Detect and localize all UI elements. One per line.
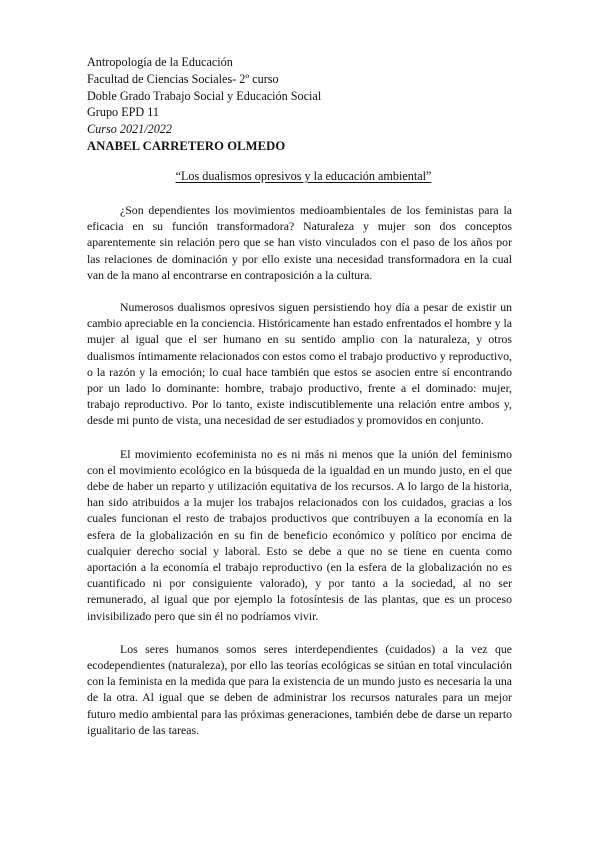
- faculty-line: Facultad de Ciencias Sociales- 2º curso: [87, 71, 279, 86]
- course-line: Curso 2021/2022: [87, 122, 172, 137]
- paragraph-4: Los seres humanos somos seres interdependientes (cuidados) a la vez que ecodependientes (naturaleza), por ello las teorías ecológicas se sitúan en total vinculación con la feminista en la medida que para la existencia de un mundo justo es necesaria la una de la otra. Al igual que se deben de administrar los recursos naturales para un mejor futuro medio ambiental para las próximas generaciones, también debe de darse un reparto igualitario de las tareas.: [87, 641, 512, 737]
- degree-line: Doble Grado Trabajo Social y Educación Social: [87, 88, 322, 103]
- paragraph-3: El movimiento ecofeminista no es ni más ni menos que la unión del feminismo con el movimiento ecológico en la búsqueda de la igualdad en un mundo justo, en el que debe de haber un reparto y utilización equitativa de los recursos. A lo largo de la historia, han sido atribuidos a la mujer los trabajos relacionados con los cuidados, gracias a los cuales funcionan el resto de trabajos productivos que contribuyen a la economía en la esfera de la globalización en su fin de beneficio económico y político por encima de cualquier derecho social y laboral. Esto se debe a que no se tiene en cuenta como aportación a la economía el trabajo reproductivo (en la esfera de la globalización no es cuantificado ni por consiguiente valorado), y por tanto a la sociedad, al no ser remunerado, al igual que por ejemplo la fotosíntesis de las plantas, que es un proceso invisibilizado pero que sin él no podríamos vivir.: [87, 446, 512, 623]
- document-header: [87, 54, 512, 155]
- paragraph-2: Numerosos dualismos opresivos siguen persistiendo hoy día a pesar de existir un cambio apreciable en la conciencia. Históricamente han estado enfrentados el hombre y la mujer al igual que el ser humano en su sentido amplio con la naturaleza, y otros dualismos íntimamente relacionados con estos como el trabajo productivo y reproductivo, o la razón y la emoción; lo cual hace también que estos se asocien entre sí encontrando por un lado lo dominante: hombre, trabajo productivo, frente a el dominado: mujer, trabajo reproductivo. Por lo tanto, existe indiscutiblemente una relación entre ambos y, desde mi punto de vista, una necesidad de ser estudiados y promovidos en conjunto.: [87, 300, 512, 428]
- document-title: [87, 168, 512, 184]
- paragraph-1: ¿Son dependientes los movimientos medioambientales de los feministas para la eficacia en su función transformadora? Naturaleza y mujer son dos conceptos aparentemente sin relación pero que se han visto vinculados con el paso de los años por las relaciones de dominación y por ello existe una necesidad transformadora en la cual van de la mano al encontrarse en contraposición a la cultura.: [87, 202, 512, 282]
- group-line: Grupo EPD 11: [87, 105, 159, 120]
- document-title-text: “Los dualismos opresivos y la educación ambiental”: [175, 168, 432, 183]
- subject-line: Antropología de la Educación: [87, 55, 233, 69]
- author-name: ANABEL CARRETERO OLMEDO: [87, 138, 286, 153]
